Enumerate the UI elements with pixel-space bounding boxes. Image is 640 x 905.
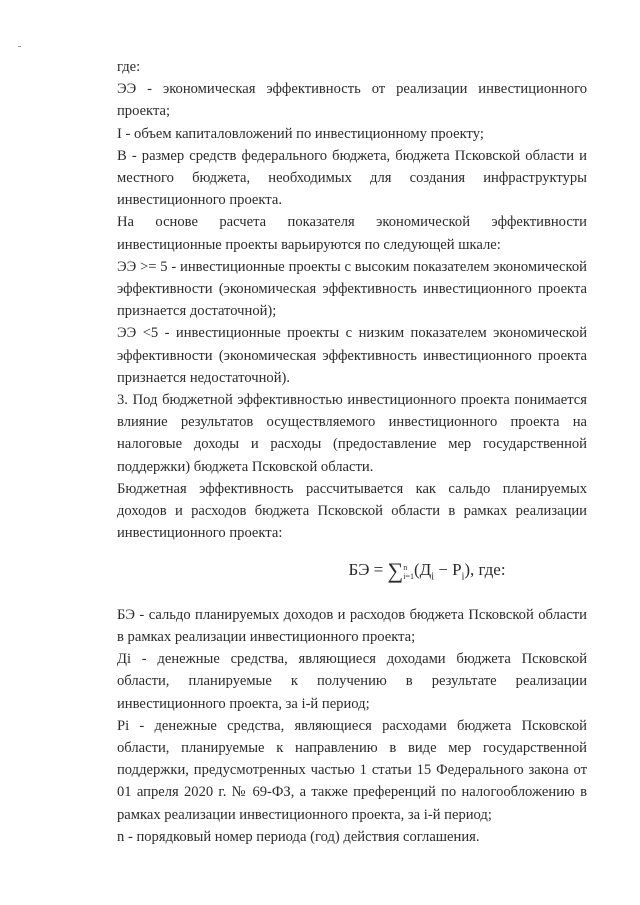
formula-upper-limit: n [403, 563, 408, 573]
formula-minus: − [434, 560, 453, 580]
formula-income-index: i [431, 571, 434, 583]
formula-sum-sign: ∑ [387, 558, 404, 584]
formula-income: Д [419, 560, 432, 580]
paragraph-di-definition: Дi - денежные средства, являющиеся доходами бюджета Псковской области, планируемые к получению в результате реализации инвестиционного проекта, за i-й период; [117, 651, 587, 712]
paragraph-ee-low: ЭЭ <5 - инвестиционные проекты с низким показателем экономической эффективности (экономическая эффективность инвестиционного проекта признается недостаточной). [117, 325, 587, 386]
paragraph-scale-intro: На основе расчета показателя экономической эффективности инвестиционные проекты варьируются по следующей шкале: [117, 214, 587, 253]
formula-close-paren: ) [464, 560, 471, 580]
paragraph-where: где: [117, 59, 141, 75]
formula-budget-efficiency [117, 556, 587, 591]
paragraph-budget-calc: Бюджетная эффективность рассчитывается как сальдо планируемых доходов и расходов бюджета Псковской области в рамках реализации инвестиционного проекта: [117, 480, 587, 542]
paragraph-ee-definition: ЭЭ - экономическая эффективность от реализации инвестиционного проекта; [117, 81, 587, 120]
paragraph-budget-efficiency: 3. Под бюджетной эффективностью инвестиционного проекта понимается влияние результатов осуществляемого инвестиционного проекта на налоговые доходы и расходы (предоставление мер государственной поддержки) бюджета Псковской области. [117, 392, 587, 475]
formula-limits [403, 563, 414, 581]
formula-tail: , где: [470, 560, 506, 580]
formula-expense-index: i [461, 571, 465, 583]
formula-lhs: БЭ = [348, 560, 384, 580]
scan-mark [18, 46, 21, 47]
paragraph-b-definition: B - размер средств федерального бюджета, бюджета Псковской области и местного бюджета, необходимых для создания инфраструктуры инвестиционного проекта. [117, 147, 587, 209]
formula-open-paren: ( [413, 560, 420, 580]
document-body [117, 56, 587, 848]
paragraph-be-definition: БЭ - сальдо планируемых доходов и расходов бюджета Псковской области в рамках реализации инвестиционного проекта; [117, 606, 587, 646]
paragraph-ee-high: ЭЭ >= 5 - инвестиционные проекты с высоким показателем экономической эффективности (экономическая эффективность инвестиционного проекта признается достаточной); [117, 258, 587, 320]
paragraph-n-definition: n - порядковый номер периода (год) действия соглашения. [117, 828, 480, 845]
formula-expense: Р [452, 560, 462, 580]
paragraph-ri-definition: Рi - денежные средства, являющиеся расходами бюджета Псковской области, планируемые к направлению в виде мер государственной поддержки, предусмотренных частью 1 статьи 15 Федерального закона от 01 апреля 2020 г. № 69-ФЗ, а также преференций по налогообложению в рамках реализации инвестиционного проекта, за i-й период; [117, 717, 587, 823]
paragraph-i-definition: I - объем капиталовложений по инвестиционному проекту; [117, 125, 484, 142]
formula-lower-limit: i=1 [403, 572, 414, 582]
